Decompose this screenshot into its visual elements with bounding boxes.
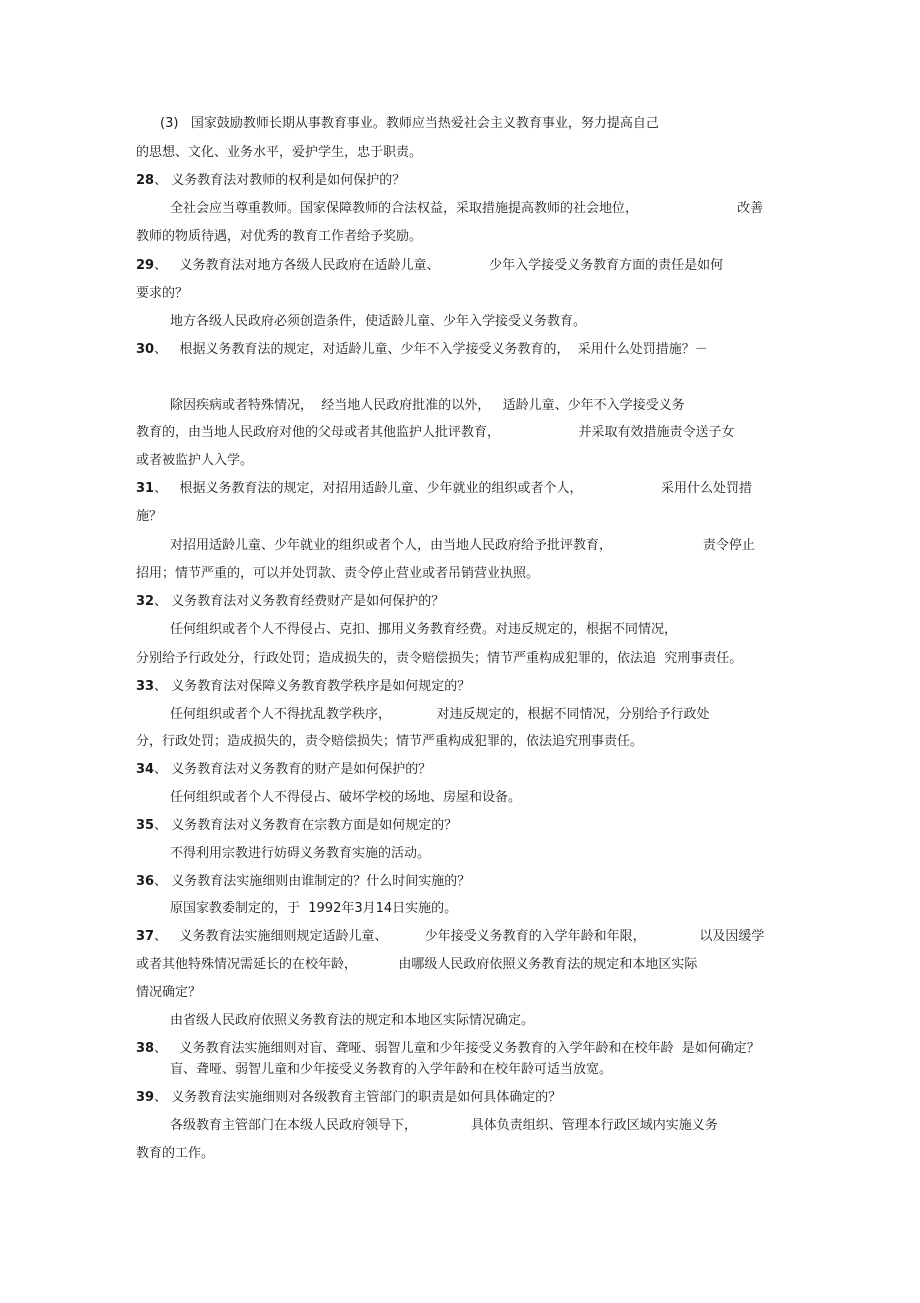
question-text: 、 义务教育法实施细则对盲、聋哑、弱智儿童和少年接受义务教育的入学年龄和在校年龄 是如何确定？ — [154, 1041, 760, 1056]
question-number: 36 — [136, 874, 155, 889]
question-line — [136, 593, 444, 611]
question-line — [136, 873, 470, 891]
text-line — [170, 1117, 718, 1135]
text-line — [136, 1145, 214, 1163]
line-text: 任何组织或者个人不得扰乱教学秩序， 对违反规定的，根据不同情况，分别给予行政处 — [170, 707, 710, 722]
question-text: 、 义务教育法实施细则由谁制定的？什么时间实施的？ — [154, 874, 471, 889]
item-number: (3) — [160, 116, 179, 131]
line-text: 的思想、文化、业务水平，爱护学生，忠于职责。 — [136, 145, 423, 160]
line-text: 原国家教委制定的，于 1992年3月14日实施的。 — [170, 901, 458, 916]
text-line — [136, 733, 643, 751]
question-text: 、 根据义务教育法的规定，对适龄儿童、少年不入学接受义务教育的， 采用什么处罚措施？－ — [154, 342, 708, 357]
line-text: 或者被监护人入学。 — [136, 453, 254, 468]
line-text: 盲、聋哑、弱智儿童和少年接受义务教育的入学年龄和在校年龄可适当放宽。 — [170, 1062, 613, 1077]
line-text: 要求的？ — [136, 286, 189, 301]
line-text: 除因疾病或者特殊情况， 经当地人民政府批准的以外， 适龄儿童、少年不入学接受义务 — [170, 398, 685, 413]
line-text: 任何组织或者个人不得侵占、破坏学校的场地、房屋和设备。 — [170, 790, 522, 805]
question-line — [136, 1089, 561, 1107]
question-number: 31 — [136, 481, 155, 496]
question-number: 30 — [136, 342, 155, 357]
text-line — [170, 900, 457, 918]
question-line — [136, 172, 405, 190]
line-text: 各级教育主管部门在本级人民政府领导下， 具体负责组织、管理本行政区域内实施义务 — [170, 1118, 718, 1133]
line-text: 全社会应当尊重教师。国家保障教师的合法权益，采取措施提高教师的社会地位， 改善 — [170, 201, 764, 216]
question-number: 32 — [136, 594, 155, 609]
text-line — [170, 621, 677, 639]
question-line — [136, 341, 708, 359]
question-text: 、 义务教育法对义务教育的财产是如何保护的？ — [154, 762, 432, 777]
question-number: 38 — [136, 1041, 155, 1056]
text-line — [170, 537, 755, 555]
question-number: 35 — [136, 818, 155, 833]
question-number: 29 — [136, 258, 155, 273]
line-text: 地方各级人民政府必须创造条件，使适龄儿童、少年入学接受义务教育。 — [170, 314, 587, 329]
question-number: 33 — [136, 679, 155, 694]
text-line — [136, 984, 201, 1002]
question-text: 、 义务教育法对保障义务教育教学秩序是如何规定的？ — [154, 679, 471, 694]
text-line — [170, 845, 430, 863]
question-number: 39 — [136, 1090, 155, 1105]
question-number: 28 — [136, 173, 155, 188]
line-text: 教育的工作。 — [136, 1146, 215, 1161]
text-line — [136, 144, 422, 162]
question-number: 37 — [136, 929, 155, 944]
question-line — [136, 817, 457, 835]
line-text: 任何组织或者个人不得侵占、克扣、挪用义务教育经费。对违反规定的，根据不同情况， — [170, 622, 678, 637]
text-line — [136, 956, 697, 974]
question-text: 、 义务教育法对教师的权利是如何保护的？ — [154, 173, 406, 188]
text-line — [170, 706, 709, 724]
text-line — [170, 313, 586, 331]
question-text: 、 义务教育法对地方各级人民政府在适龄儿童、 少年入学接受义务教育方面的责任是如何 — [154, 258, 724, 273]
question-text: 、 义务教育法对义务教育在宗教方面是如何规定的？ — [154, 818, 458, 833]
question-text: 、 根据义务教育法的规定，对招用适龄儿童、少年就业的组织或者个人， 采用什么处罚措 — [154, 481, 753, 496]
text-line — [170, 397, 685, 415]
line-text: 分，行政处罚；造成损失的，责令赔偿损失；情节严重构成犯罪的，依法追究刑事责任。 — [136, 734, 644, 749]
question-line — [136, 480, 752, 498]
question-line — [136, 678, 470, 696]
text-line — [136, 650, 742, 668]
question-line — [136, 257, 723, 275]
line-text: 施？ — [136, 509, 163, 524]
text-line — [170, 1061, 612, 1079]
question-line — [136, 1040, 760, 1058]
line-text: 国家鼓励教师长期从事教育事业。教师应当热爱社会主义教育事业，努力提高自己 — [178, 116, 659, 131]
text-line — [170, 200, 763, 218]
line-text: 对招用适龄儿童、少年就业的组织或者个人，由当地人民政府给予批评教育， 责令停止 — [170, 538, 755, 553]
line-text: 或者其他特殊情况需延长的在校年龄， 由哪级人民政府依照义务教育法的规定和本地区实际 — [136, 957, 698, 972]
text-line — [136, 285, 188, 303]
question-text: 、 义务教育法对义务教育经费财产是如何保护的？ — [154, 594, 445, 609]
line-text: 教育的，由当地人民政府对他的父母或者其他监护人批评教育， 并采取有效措施责令送子女 — [136, 425, 735, 440]
line-text: 分别给予行政处分，行政处罚；造成损失的，责令赔偿损失；情节严重构成犯罪的，依法追 究刑事责任。 — [136, 651, 743, 666]
line-text: 情况确定？ — [136, 985, 202, 1000]
text-line — [136, 508, 162, 526]
line-text: 不得利用宗教进行妨碍义务教育实施的活动。 — [170, 846, 431, 861]
text-line — [160, 115, 659, 133]
question-line — [136, 928, 764, 946]
question-line — [136, 761, 431, 779]
text-line — [170, 789, 521, 807]
text-line — [170, 1012, 534, 1030]
text-line — [136, 565, 539, 583]
question-text: 、 义务教育法实施细则对各级教育主管部门的职责是如何具体确定的？ — [154, 1090, 562, 1105]
line-text: 教师的物质待遇，对优秀的教育工作者给予奖励。 — [136, 229, 423, 244]
question-text: 、 义务教育法实施细则规定适龄儿童、 少年接受义务教育的入学年龄和年限， 以及因缓学 — [154, 929, 765, 944]
line-text: 由省级人民政府依照义务教育法的规定和本地区实际情况确定。 — [170, 1013, 535, 1028]
text-line — [136, 424, 735, 442]
text-line — [136, 452, 253, 470]
question-number: 34 — [136, 762, 155, 777]
text-line — [136, 228, 422, 246]
line-text: 招用；情节严重的，可以并处罚款、责令停止营业或者吊销营业执照。 — [136, 566, 540, 581]
